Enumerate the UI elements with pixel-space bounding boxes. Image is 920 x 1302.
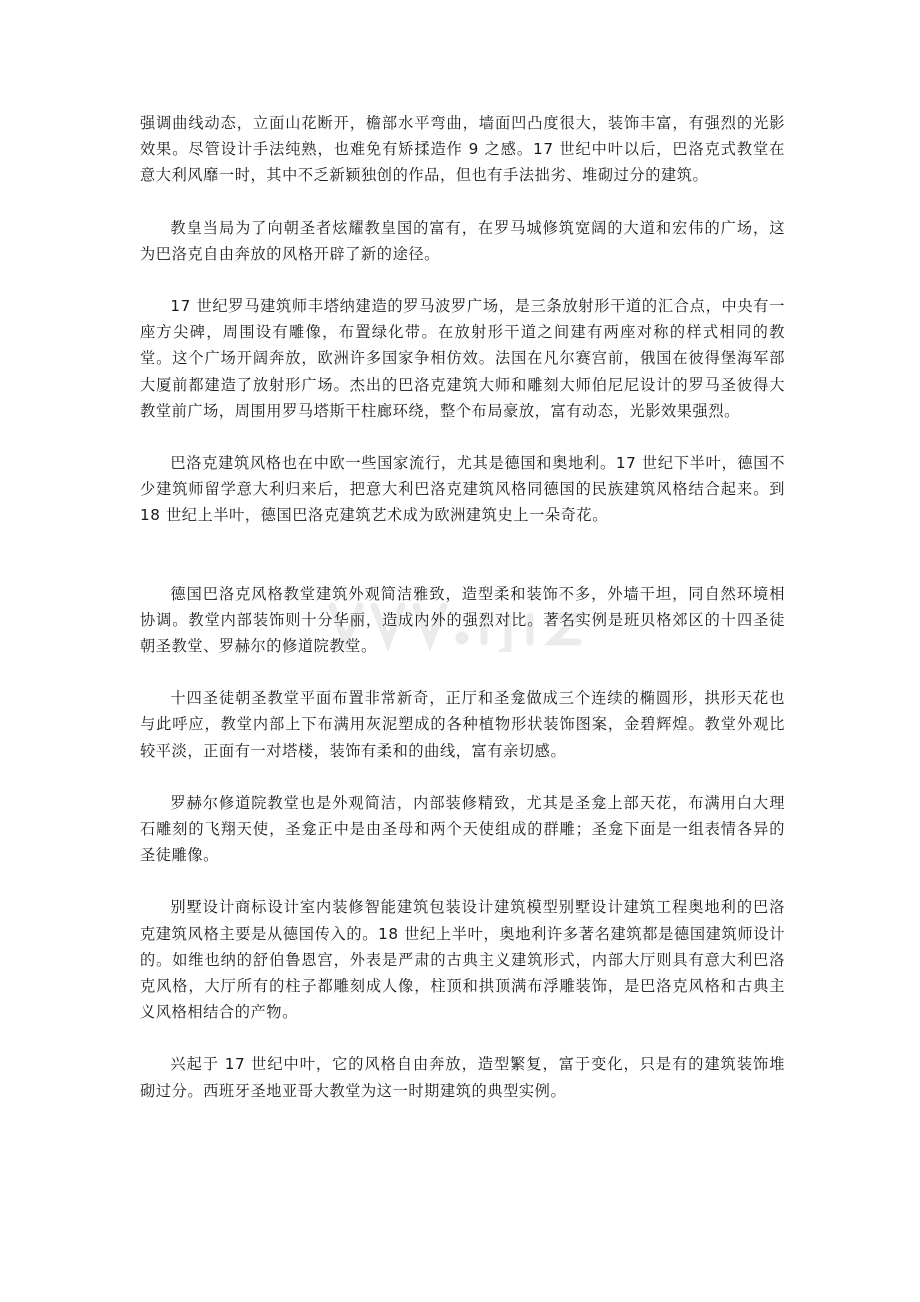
paragraph-6: 十四圣徒朝圣教堂平面布置非常新奇，正厅和圣龛做成三个连续的椭圆形，拱形天花也与此呼应，教堂内部上下布满用灰泥塑成的各种植物形状装饰图案，金碧辉煌。教堂外观比较平淡，正面有一对塔楼，装饰有柔和的曲线，富有亲切感。 [140,689,785,760]
article-body [140,110,785,1104]
paragraph-4: 巴洛克建筑风格也在中欧一些国家流行，尤其是德国和奥地利。17 世纪下半叶，德国不少建筑师留学意大利归来后，把意大利巴洛克建筑风格同德国的民族建筑风格结合起来。到 18 世纪上半叶，德国巴洛克建筑艺术成为欧洲建筑史上一朵奇花。 [140,454,785,525]
paragraph-7: 罗赫尔修道院教堂也是外观简洁，内部装修精致，尤其是圣龛上部天花，布满用白大理石雕刻的飞翔天使，圣龛正中是由圣母和两个天使组成的群雕；圣龛下面是一组表情各异的圣徒雕像。 [140,793,785,865]
paragraph-1: 强调曲线动态，立面山花断开，檐部水平弯曲，墙面凹凸度很大，装饰丰富，有强烈的光影效果。尽管设计手法纯熟，也难免有矫揉造作 9 之感。17 世纪中叶以后，巴洛克式教堂在意大利风靡一时，其中不乏新颖独创的作品，但也有手法拙劣、堆砌过分的建筑。 [140,114,785,185]
paragraph-8: 别墅设计商标设计室内装修智能建筑包装设计建筑模型别墅设计建筑工程奥地利的巴洛克建筑风格主要是从德国传入的。18 世纪上半叶，奥地利许多著名建筑都是德国建筑师设计的。如维也纳的舒伯鲁恩宫，外表是严肃的古典主义建筑形式，内部大厅则具有意大利巴洛克风格，大厅所有的柱子都雕刻成人像，柱顶和拱顶满布浮雕装饰，是巴洛克风格和古典主义风格相结合的产物。 [140,898,785,1022]
paragraph-2: 教皇当局为了向朝圣者炫耀教皇国的富有，在罗马城修筑宽阔的大道和宏伟的广场，这为巴洛克自由奔放的风格开辟了新的途径。 [140,218,785,263]
paragraph-9: 兴起于 17 世纪中叶，它的风格自由奔放，造型繁复，富于变化，只是有的建筑装饰堆砌过分。西班牙圣地亚哥大教堂为这一时期建筑的典型实例。 [140,1055,785,1100]
paragraph-5: 德国巴洛克风格教堂建筑外观简洁雅致，造型柔和装饰不多，外墙干坦，同自然环境相协调。教堂内部装饰则十分华丽，造成内外的强烈对比。著名实例是班贝格郊区的十四圣徒朝圣教堂、罗赫尔的修道院教堂。 [140,584,785,656]
paragraph-3: 17 世纪罗马建筑师丰塔纳建造的罗马波罗广场，是三条放射形干道的汇合点，中央有一座方尖碑，周围设有雕像，布置绿化带。在放射形干道之间建有两座对称的样式相同的教堂。这个广场开阔奔放，欧洲许多国家争相仿效。法国在凡尔赛宫前，俄国在彼得堡海军部大厦前都建造了放射形广场。杰出的巴洛克建筑大师和雕刻大师伯尼尼设计的罗马圣彼得大教堂前广场，周围用罗马塔斯干柱廊环绕，整个布局豪放，富有动态，光影效果强烈。 [140,297,785,420]
